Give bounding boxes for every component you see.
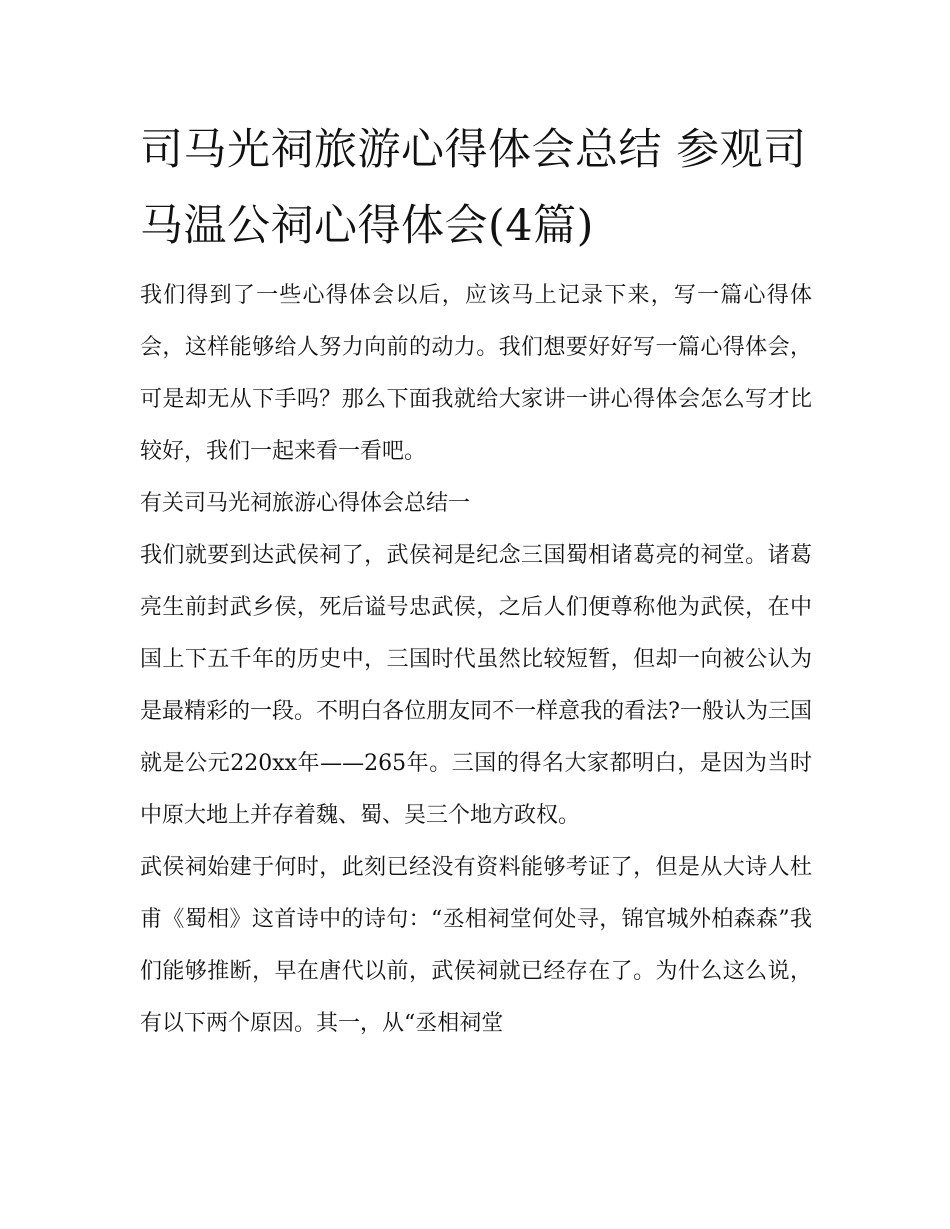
document-title: 司马光祠旅游心得体会总结 参观司马温公祠心得体会(4篇): [140, 125, 807, 251]
section-heading: 有关司马光祠旅游心得体会总结一: [140, 491, 471, 516]
body-paragraph-1: 我们就要到达武侯祠了，武侯祠是纪念三国蜀相诸葛亮的祠堂。诸葛亮生前封武乡侯，死后谥号忠武侯，之后人们便尊称他为武侯，在中国上下五千年的历史中，三国时代虽然比较短暂，但却一向被公认为是最精彩的一段。不明白各位朋友同不一样意我的看法?一般认为三国就是公元220xx年——265年。三国的得名大家都明白，是因为当时中原大地上并存着魏、蜀、吴三个地方政权。: [140, 543, 812, 828]
document-page: [140, 112, 812, 1050]
intro-paragraph: 我们得到了一些心得体会以后，应该马上记录下来，写一篇心得体会，这样能够给人努力向前的动力。我们想要好好写一篇心得体会，可是却无从下手吗？那么下面我就给大家讲一讲心得体会怎么写才比较好，我们一起来看一看吧。: [140, 283, 812, 464]
body-paragraph-2: 武侯祠始建于何时，此刻已经没有资料能够考证了，但是从大诗人杜甫《蜀相》这首诗中的诗句：“丞相祠堂何处寻，锦官城外柏森森”我们能够推断，早在唐代以前，武侯祠就已经存在了。为什么这么说，有以下两个原因。其一，从“丞相祠堂: [140, 855, 812, 1036]
